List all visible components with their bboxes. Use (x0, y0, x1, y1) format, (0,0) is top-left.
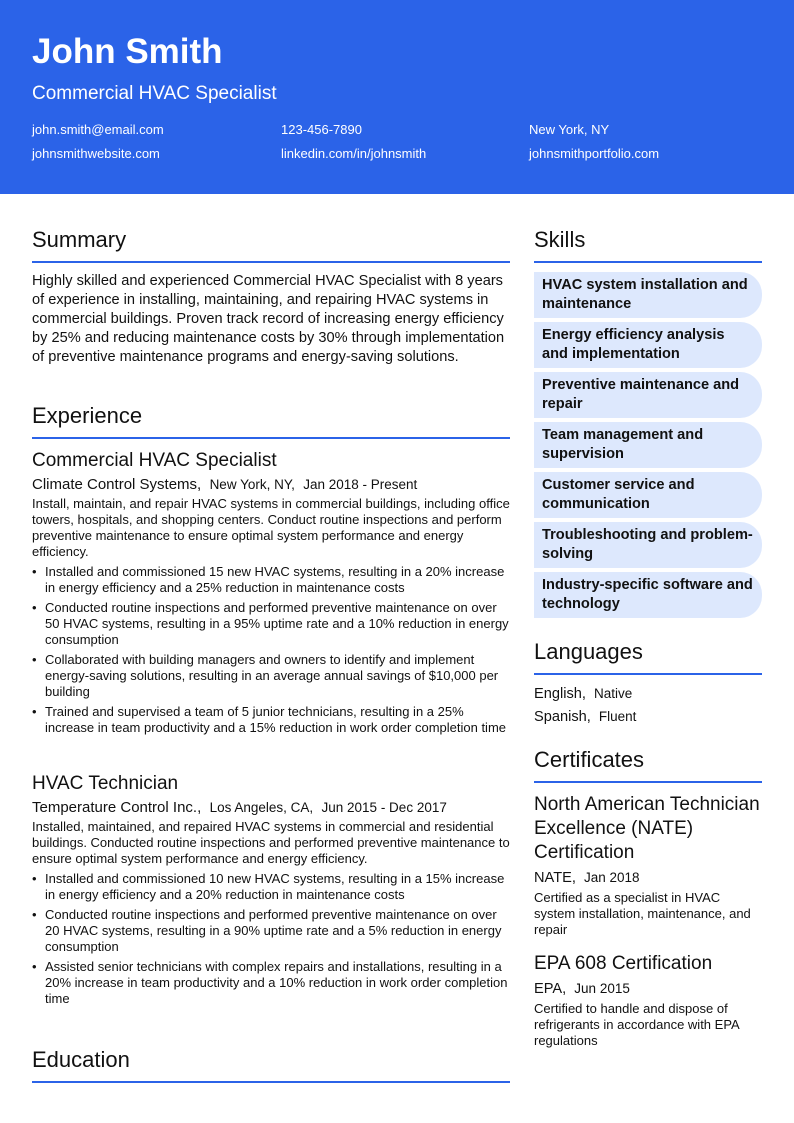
job-bullet: • Assisted senior technicians with complex repairs and installations, resulting in a 20% increase in team productivity and a 10% reduction in work order completion time (32, 959, 512, 1007)
education-divider (32, 1081, 510, 1083)
certificate-date: Jun 2015 (574, 981, 630, 996)
skill-pill: Team management and supervision (534, 422, 762, 468)
education-heading: Education (32, 1047, 130, 1072)
language-name: English, (534, 686, 586, 702)
language-item (534, 684, 762, 704)
skills-heading: Skills (534, 227, 586, 252)
language-level: Fluent (598, 709, 637, 724)
job-dates: Jun 2015 - Dec 2017 (321, 800, 447, 815)
skills-divider (534, 261, 762, 263)
job-location: Los Angeles, CA, (209, 800, 314, 815)
languages-heading: Languages (534, 639, 643, 664)
experience-divider (32, 437, 510, 439)
resume-header (0, 0, 794, 194)
certificates-divider (534, 781, 762, 783)
skill-pill: Energy efficiency analysis and implementation (534, 322, 762, 368)
job-bullet: • Trained and supervised a team of 5 junior technicians, resulting in a 25% increase in team productivity and a 15% reduction in work order completion time (32, 704, 512, 736)
skill-pill: Troubleshooting and problem-solving (534, 522, 762, 568)
job-location: New York, NY, (209, 477, 295, 492)
certificate-entry (534, 793, 762, 938)
job-bullet: • Installed and commissioned 15 new HVAC systems, resulting in a 20% increase in energy efficiency and a 25% reduction in maintenance costs (32, 564, 512, 596)
skill-pill: Customer service and communication (534, 472, 762, 518)
job-bullet: • Collaborated with building managers and owners to identify and implement energy-saving solutions, resulting in an average annual savings of $10,000 per building (32, 652, 512, 700)
summary-divider (32, 261, 510, 263)
language-item (534, 707, 762, 727)
skill-pill: Preventive maintenance and repair (534, 372, 762, 418)
job-entry (32, 772, 512, 1011)
certificate-description: Certified as a specialist in HVAC system installation, maintenance, and repair (534, 890, 751, 937)
job-bullets (32, 564, 512, 736)
certificate-title: EPA 608 Certification (534, 953, 713, 974)
contact-email[interactable]: john.smith@email.com (32, 122, 164, 137)
summary-heading: Summary (32, 227, 127, 252)
candidate-title: Commercial HVAC Specialist (32, 83, 277, 104)
contact-portfolio[interactable]: johnsmithportfolio.com (529, 146, 660, 161)
job-entry (32, 449, 512, 740)
job-dates: Jan 2018 - Present (303, 477, 418, 492)
job-company: Temperature Control Inc., (32, 799, 202, 816)
certificate-title: North American Technician Excellence (NATE) Certification (534, 794, 760, 863)
job-bullet: • Installed and commissioned 10 new HVAC systems, resulting in a 15% increase in energy efficiency and a 20% reduction in maintenance costs (32, 871, 512, 903)
skill-pill: Industry-specific software and technology (534, 572, 762, 618)
certificate-issuer: NATE, (534, 870, 576, 886)
job-description: Install, maintain, and repair HVAC systems in commercial buildings, including office towers, hospitals, and shopping centers. Conduct routine inspections and perform preventive maintenance to ensure optimal system performance and energy efficiency. (32, 496, 510, 559)
contact-phone[interactable]: 123-456-7890 (281, 122, 362, 137)
job-bullet: • Conducted routine inspections and performed preventive maintenance on over 20 HVAC systems, resulting in a 90% uptime rate and a 5% reduction in energy consumption (32, 907, 512, 955)
languages-divider (534, 673, 762, 675)
job-meta (32, 475, 512, 495)
skills-list (534, 272, 762, 622)
job-title: Commercial HVAC Specialist (32, 450, 277, 471)
skill-pill: HVAC system installation and maintenance (534, 272, 762, 318)
job-bullets (32, 871, 512, 1007)
language-level: Native (594, 686, 633, 701)
job-bullet: • Conducted routine inspections and performed preventive maintenance on over 50 HVAC systems, resulting in a 95% uptime rate and a 10% reduction in energy consumption (32, 600, 512, 648)
contact-website[interactable]: johnsmithwebsite.com (32, 146, 160, 161)
certificate-meta (534, 868, 762, 888)
summary-text: Highly skilled and experienced Commercial HVAC Specialist with 8 years of experience in installing, maintaining, and repairing HVAC systems in commercial buildings. Proven track record of increasing energy efficiency by 25% and reducing maintenance costs by 30% through implementation of preventive maintenance programs and energy-saving solutions. (32, 273, 505, 365)
contact-linkedin[interactable]: linkedin.com/in/johnsmith (281, 146, 427, 161)
certificates-heading: Certificates (534, 747, 645, 772)
certificate-meta (534, 979, 762, 999)
job-meta (32, 798, 512, 818)
experience-heading: Experience (32, 403, 143, 428)
job-company: Climate Control Systems, (32, 476, 202, 493)
job-description: Installed, maintained, and repaired HVAC systems in commercial and residential buildings. Conducted routine inspections and performed preventive maintenance to ensure optimal system performance and energy efficiency. (32, 819, 510, 866)
certificate-date: Jan 2018 (584, 870, 640, 885)
certificate-entry (534, 952, 762, 1049)
candidate-name: John Smith (32, 32, 223, 71)
certificate-issuer: EPA, (534, 981, 567, 997)
contact-location: New York, NY (529, 122, 610, 137)
job-title: HVAC Technician (32, 773, 179, 794)
language-name: Spanish, (534, 709, 591, 725)
certificate-description: Certified to handle and dispose of refrigerants in accordance with EPA regulations (534, 1001, 739, 1048)
